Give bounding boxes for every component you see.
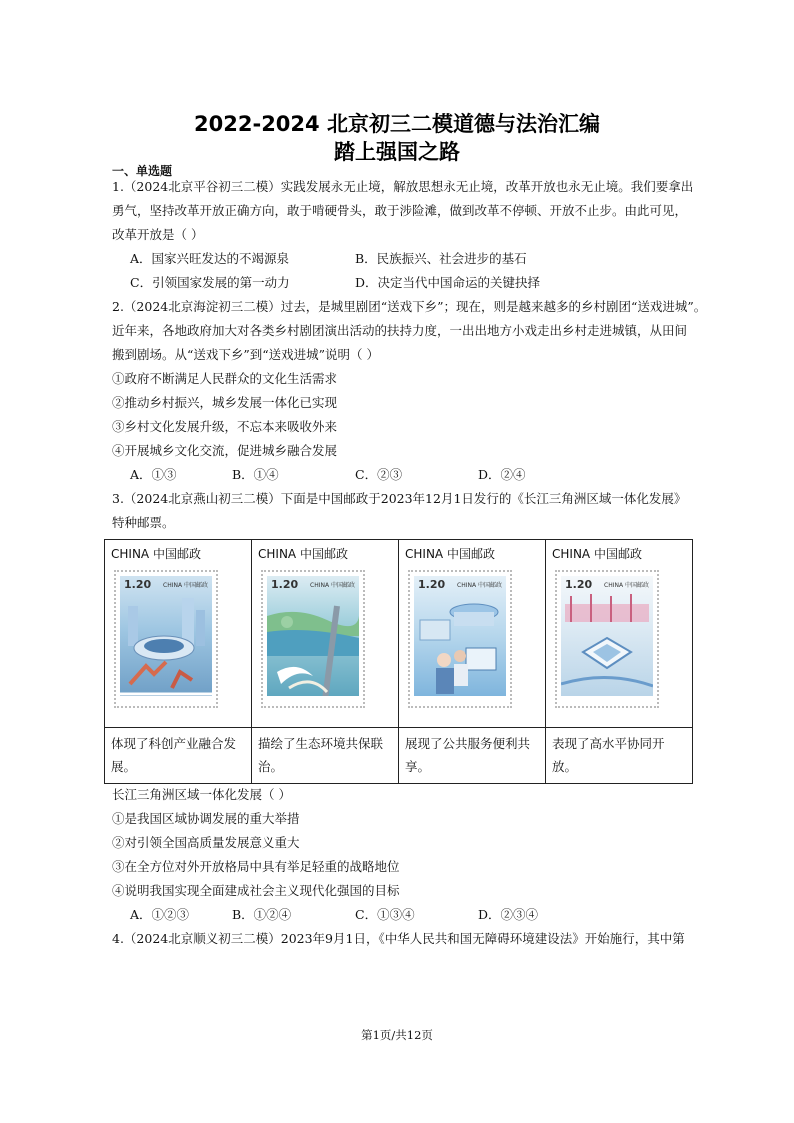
q2-option-c: C．②③ xyxy=(355,467,403,482)
page-footer: 第1页/共12页 xyxy=(361,1028,433,1042)
q2-item-1: ①政府不断满足人民群众的文化生活需求 xyxy=(112,371,338,386)
stamp-caption-4: 表现了高水平协同开放。 xyxy=(546,728,693,784)
stamp-cell-2 xyxy=(252,540,399,728)
stamp-price-3: 1.20 xyxy=(418,578,446,591)
stamp-cell-1 xyxy=(105,540,252,728)
stamp-cell-4 xyxy=(546,540,693,728)
stamp-cell-3 xyxy=(399,540,546,728)
stamp-brand-1: CHINA 中国邮政 xyxy=(163,582,208,589)
stamp-brand-4: CHINA 中国邮政 xyxy=(604,582,649,589)
q2-item-4: ④开展城乡文化交流，促进城乡融合发展 xyxy=(112,443,338,458)
q1-option-d: D．决定当代中国命运的关键抉择 xyxy=(355,275,541,290)
q1-option-c: C．引领国家发展的第一动力 xyxy=(130,275,290,290)
stamp-image-3 xyxy=(408,570,512,708)
stamp-header-1: CHINA 中国邮政 xyxy=(111,547,201,561)
document-title: 2022-2024 北京初三二模道德与法治汇编 xyxy=(194,112,600,136)
stamp-image-2 xyxy=(261,570,365,708)
stamp-caption-1: 体现了科创产业融合发展。 xyxy=(105,728,252,784)
q2-line-1: 2.（2024北京海淀初三二模）过去，是城里剧团“送戏下乡”；现在，则是越来越多的乡村剧团“送戏进城”。 xyxy=(112,299,707,314)
stamp-price-1: 1.20 xyxy=(124,578,152,591)
q1-line-2: 勇气，坚持改革开放正确方向，敢于啃硬骨头，敢于涉险滩，做到改革不停顿、开放不止步。由此可见， xyxy=(112,203,688,218)
q3-option-b: B．①②④ xyxy=(232,907,292,922)
q1-option-b: B．民族振兴、社会进步的基石 xyxy=(355,251,527,266)
q2-item-3: ③乡村文化发展升级，不忘本来吸收外来 xyxy=(112,419,338,434)
q2-item-2: ②推动乡村振兴，城乡发展一体化已实现 xyxy=(112,395,338,410)
port-expo-illustration xyxy=(561,576,653,696)
q2-line-2: 近年来，各地政府加大对各类乡村剧团演出活动的扶持力度，一出出地方小戏走出乡村走进城镇，从田间 xyxy=(112,323,688,338)
stamp-brand-3: CHINA 中国邮政 xyxy=(457,582,502,589)
q3-item-1: ①是我国区域协调发展的重大举措 xyxy=(112,811,300,826)
document-subtitle: 踏上强国之路 xyxy=(334,140,460,164)
q2-line-3: 搬到剧场。从“送戏下乡”到“送戏进城”说明（ ） xyxy=(112,347,380,362)
q2-option-d: D．②④ xyxy=(478,467,526,482)
q3-item-3: ③在全方位对外开放格局中具有举足轻重的战略地位 xyxy=(112,859,400,874)
q3-option-d: D．②③④ xyxy=(478,907,539,922)
public-service-illustration xyxy=(414,576,506,696)
q1-line-3: 改革开放是（ ） xyxy=(112,227,204,242)
q3-option-a: A．①②③ xyxy=(130,907,190,922)
stamp-price-2: 1.20 xyxy=(271,578,299,591)
stamp-header-3: CHINA 中国邮政 xyxy=(405,547,495,561)
ecology-illustration xyxy=(267,576,359,696)
stamp-caption-2: 描绘了生态环境共保联治。 xyxy=(252,728,399,784)
stamp-header-2: CHINA 中国邮政 xyxy=(258,547,348,561)
q1-option-a: A．国家兴旺发达的不竭源泉 xyxy=(130,251,290,266)
stamp-header-4: CHINA 中国邮政 xyxy=(552,547,642,561)
stamp-price-4: 1.20 xyxy=(565,578,593,591)
q3-line-2: 特种邮票。 xyxy=(112,515,175,530)
q3-item-2: ②对引领全国高质量发展意义重大 xyxy=(112,835,300,850)
section-heading: 一、单选题 xyxy=(112,164,173,178)
q3-line-1: 3.（2024北京燕山初三二模）下面是中国邮政于2023年12月1日发行的《长江三角洲区域一体化发展》 xyxy=(112,491,687,506)
science-park-illustration xyxy=(120,576,212,696)
q2-option-b: B．①④ xyxy=(232,467,279,482)
q3-item-4: ④说明我国实现全面建成社会主义现代化强国的目标 xyxy=(112,883,400,898)
stamp-brand-2: CHINA 中国邮政 xyxy=(310,582,355,589)
stamp-caption-3: 展现了公共服务便利共享。 xyxy=(399,728,546,784)
stamp-table xyxy=(104,539,693,784)
q1-line-1: 1.（2024北京平谷初三二模）实践发展永无止境，解放思想永无止境，改革开放也永无止境。我们要拿出 xyxy=(112,179,694,194)
q3-option-c: C．①③④ xyxy=(355,907,415,922)
q4-line-1: 4.（2024北京顺义初三二模）2023年9月1日，《中华人民共和国无障碍环境建设法》开始施行，其中第 xyxy=(112,931,685,946)
q2-option-a: A．①③ xyxy=(130,467,177,482)
stamp-image-4 xyxy=(555,570,659,708)
stamp-image-1 xyxy=(114,570,218,708)
q3-stem: 长江三角洲区域一体化发展（ ） xyxy=(112,787,291,802)
